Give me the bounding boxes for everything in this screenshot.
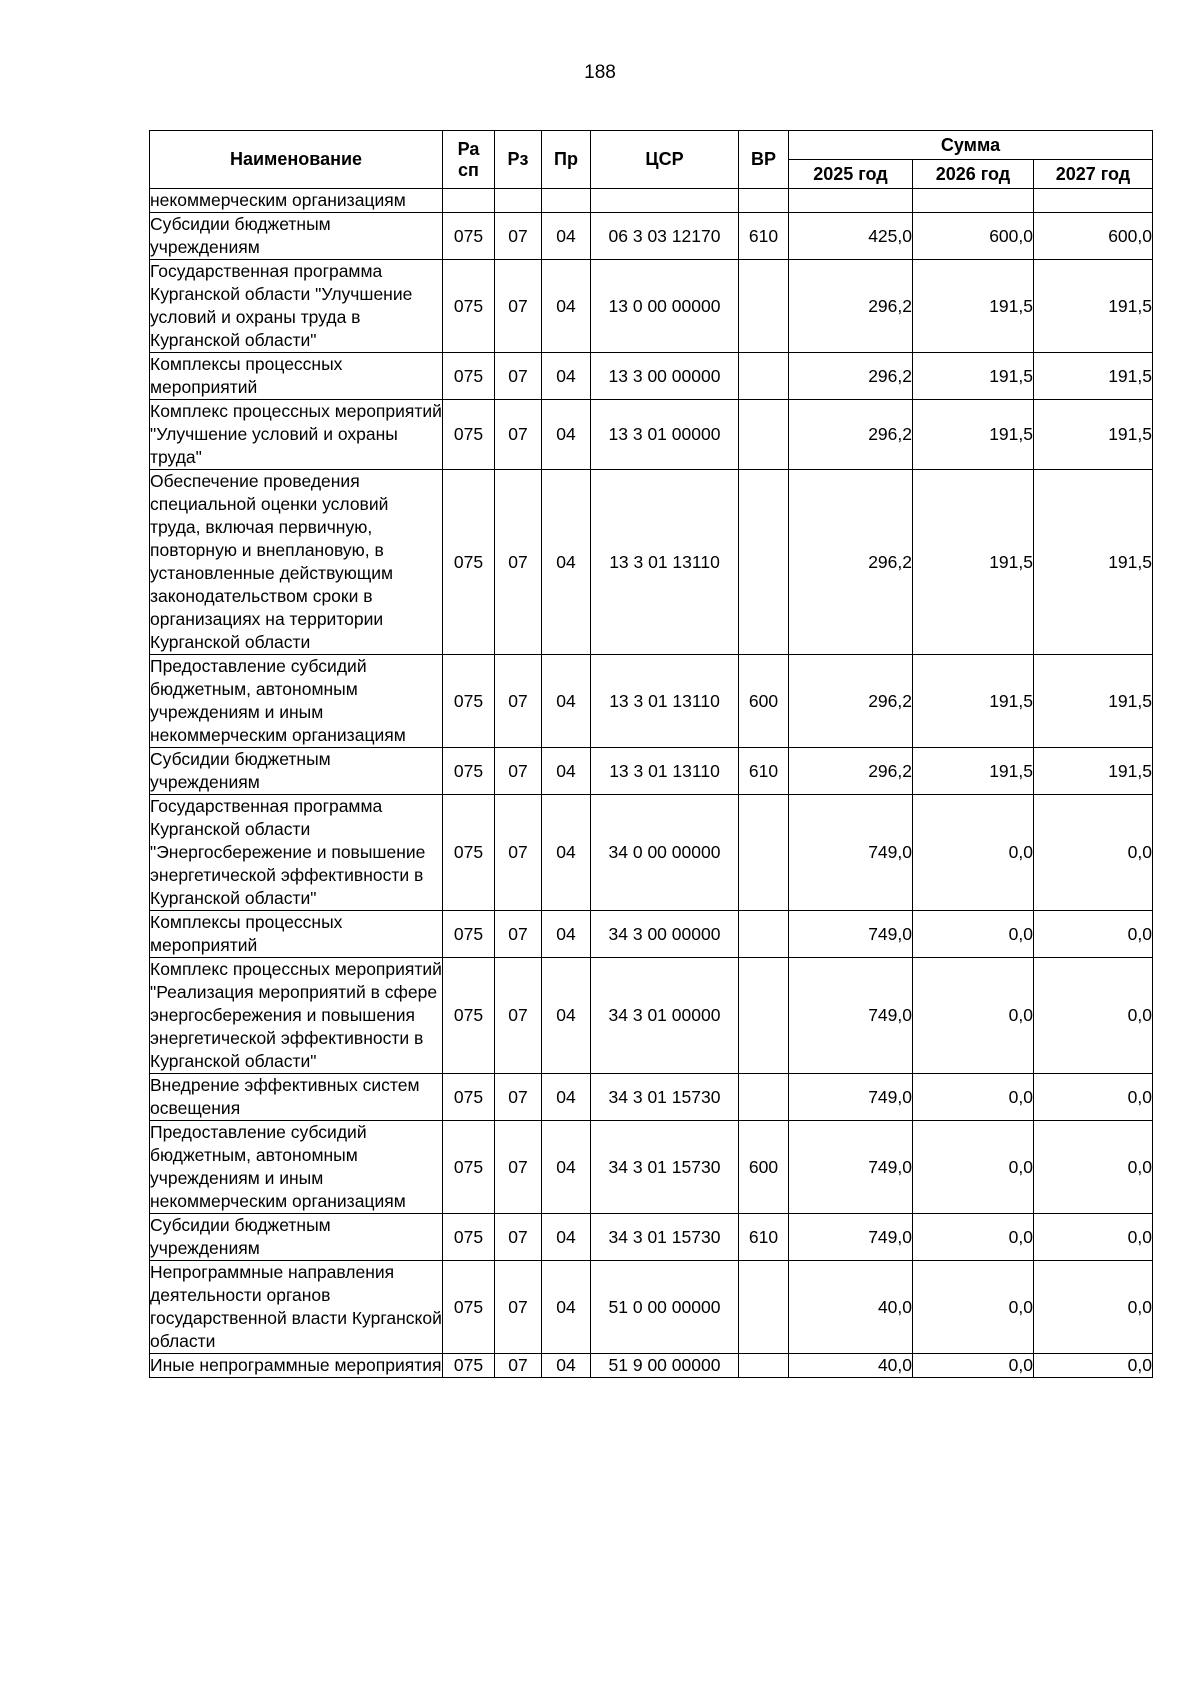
row-csr: 34 3 00 00000 xyxy=(591,911,739,958)
row-rz: 07 xyxy=(495,1074,542,1121)
row-sum-2025: 296,2 xyxy=(789,470,913,655)
header-2027: 2027 год xyxy=(1034,160,1153,189)
row-name: Государственная программа Курганской области "Энергосбережение и повышение энергетической эффективности в Курганской области" xyxy=(150,795,443,911)
row-rz: 07 xyxy=(495,1214,542,1261)
header-sum: Сумма xyxy=(789,131,1153,160)
row-sum-2026: 191,5 xyxy=(913,353,1034,400)
row-sum-2027: 0,0 xyxy=(1034,795,1153,911)
row-vr xyxy=(739,400,789,470)
table-row xyxy=(150,400,1153,470)
row-rz: 07 xyxy=(495,400,542,470)
row-csr: 34 3 01 15730 xyxy=(591,1214,739,1261)
row-vr xyxy=(739,189,789,213)
row-name: Иные непрограммные мероприятия xyxy=(150,1354,443,1378)
row-sum-2027: 0,0 xyxy=(1034,1354,1153,1378)
row-rsp: 075 xyxy=(443,911,495,958)
row-name: Внедрение эффективных систем освещения xyxy=(150,1074,443,1121)
row-sum-2025: 749,0 xyxy=(789,1074,913,1121)
row-sum-2025: 425,0 xyxy=(789,213,913,260)
table-row xyxy=(150,1121,1153,1214)
row-sum-2027 xyxy=(1034,189,1153,213)
table-row xyxy=(150,260,1153,353)
row-csr: 34 3 01 00000 xyxy=(591,958,739,1074)
row-rz: 07 xyxy=(495,748,542,795)
header-rz: Рз xyxy=(495,131,542,189)
row-sum-2027: 0,0 xyxy=(1034,1074,1153,1121)
row-sum-2027: 0,0 xyxy=(1034,1261,1153,1354)
page-number: 188 xyxy=(584,62,616,83)
row-rz: 07 xyxy=(495,353,542,400)
row-sum-2027: 0,0 xyxy=(1034,1214,1153,1261)
row-vr xyxy=(739,470,789,655)
row-vr xyxy=(739,1354,789,1378)
row-rsp: 075 xyxy=(443,748,495,795)
row-pr: 04 xyxy=(542,1214,591,1261)
row-rz: 07 xyxy=(495,911,542,958)
row-rsp: 075 xyxy=(443,1121,495,1214)
row-vr: 610 xyxy=(739,748,789,795)
row-sum-2026 xyxy=(913,189,1034,213)
row-name: Комплексы процессных мероприятий xyxy=(150,353,443,400)
row-vr xyxy=(739,1074,789,1121)
row-name: Комплексы процессных мероприятий xyxy=(150,911,443,958)
row-sum-2026: 191,5 xyxy=(913,655,1034,748)
row-csr: 13 3 00 00000 xyxy=(591,353,739,400)
table-body xyxy=(150,189,1153,1378)
row-csr: 13 3 01 00000 xyxy=(591,400,739,470)
header-2025: 2025 год xyxy=(789,160,913,189)
row-vr xyxy=(739,1261,789,1354)
row-vr: 600 xyxy=(739,1121,789,1214)
row-vr: 610 xyxy=(739,1214,789,1261)
row-rz: 07 xyxy=(495,1261,542,1354)
row-rsp: 075 xyxy=(443,795,495,911)
row-rsp: 075 xyxy=(443,1214,495,1261)
row-sum-2026: 191,5 xyxy=(913,470,1034,655)
row-pr: 04 xyxy=(542,1121,591,1214)
table-row xyxy=(150,958,1153,1074)
row-sum-2026: 191,5 xyxy=(913,400,1034,470)
row-rsp: 075 xyxy=(443,470,495,655)
row-pr: 04 xyxy=(542,1261,591,1354)
table-row xyxy=(150,1214,1153,1261)
row-pr: 04 xyxy=(542,213,591,260)
table-row xyxy=(150,911,1153,958)
row-rz: 07 xyxy=(495,470,542,655)
row-sum-2026: 0,0 xyxy=(913,1121,1034,1214)
row-csr: 34 3 01 15730 xyxy=(591,1121,739,1214)
row-sum-2025 xyxy=(789,189,913,213)
budget-table xyxy=(149,130,1153,1378)
row-sum-2025: 296,2 xyxy=(789,353,913,400)
row-sum-2026: 0,0 xyxy=(913,1074,1034,1121)
row-rz: 07 xyxy=(495,1354,542,1378)
table-row xyxy=(150,1074,1153,1121)
row-sum-2027: 191,5 xyxy=(1034,470,1153,655)
table-row xyxy=(150,748,1153,795)
table-row xyxy=(150,655,1153,748)
row-csr: 13 3 01 13110 xyxy=(591,655,739,748)
row-sum-2025: 749,0 xyxy=(789,795,913,911)
table-row xyxy=(150,795,1153,911)
header-2026: 2026 год xyxy=(913,160,1034,189)
row-sum-2027: 191,5 xyxy=(1034,353,1153,400)
row-name: Комплекс процессных мероприятий "Реализация мероприятий в сфере энергосбережения и повышения энергетической эффективности в Курганской области" xyxy=(150,958,443,1074)
row-vr: 610 xyxy=(739,213,789,260)
row-name: Государственная программа Курганской области "Улучшение условий и охраны труда в Курганской области" xyxy=(150,260,443,353)
row-vr xyxy=(739,911,789,958)
row-sum-2025: 749,0 xyxy=(789,911,913,958)
row-rsp: 075 xyxy=(443,213,495,260)
row-pr: 04 xyxy=(542,1074,591,1121)
row-sum-2026: 0,0 xyxy=(913,1261,1034,1354)
table-row xyxy=(150,213,1153,260)
row-rsp: 075 xyxy=(443,655,495,748)
row-csr: 51 9 00 00000 xyxy=(591,1354,739,1378)
row-vr xyxy=(739,795,789,911)
row-vr xyxy=(739,353,789,400)
row-rsp: 075 xyxy=(443,958,495,1074)
row-sum-2027: 191,5 xyxy=(1034,260,1153,353)
header-csr: ЦСР xyxy=(591,131,739,189)
row-sum-2027: 191,5 xyxy=(1034,748,1153,795)
row-sum-2026: 0,0 xyxy=(913,795,1034,911)
row-rz: 07 xyxy=(495,260,542,353)
row-pr: 04 xyxy=(542,748,591,795)
header-name: Наименование xyxy=(150,131,443,189)
row-sum-2027: 191,5 xyxy=(1034,400,1153,470)
row-sum-2025: 296,2 xyxy=(789,748,913,795)
row-csr: 06 3 03 12170 xyxy=(591,213,739,260)
row-pr: 04 xyxy=(542,260,591,353)
table-row xyxy=(150,470,1153,655)
row-name: Непрограммные направления деятельности органов государственной власти Курганской области xyxy=(150,1261,443,1354)
row-pr xyxy=(542,189,591,213)
row-vr xyxy=(739,260,789,353)
row-sum-2026: 191,5 xyxy=(913,260,1034,353)
row-sum-2025: 749,0 xyxy=(789,1121,913,1214)
row-vr xyxy=(739,958,789,1074)
row-sum-2027: 0,0 xyxy=(1034,911,1153,958)
row-csr: 13 3 01 13110 xyxy=(591,470,739,655)
row-csr: 51 0 00 00000 xyxy=(591,1261,739,1354)
row-sum-2025: 296,2 xyxy=(789,400,913,470)
row-sum-2026: 0,0 xyxy=(913,911,1034,958)
row-csr: 34 0 00 00000 xyxy=(591,795,739,911)
row-rsp: 075 xyxy=(443,353,495,400)
row-rsp: 075 xyxy=(443,400,495,470)
row-rsp: 075 xyxy=(443,260,495,353)
row-pr: 04 xyxy=(542,795,591,911)
row-sum-2025: 40,0 xyxy=(789,1354,913,1378)
row-sum-2025: 749,0 xyxy=(789,1214,913,1261)
row-name: Предоставление субсидий бюджетным, автономным учреждениям и иным некоммерческим организациям xyxy=(150,1121,443,1214)
row-sum-2026: 0,0 xyxy=(913,958,1034,1074)
row-rz: 07 xyxy=(495,655,542,748)
row-name: Предоставление субсидий бюджетным, автономным учреждениям и иным некоммерческим организациям xyxy=(150,655,443,748)
table-row xyxy=(150,1261,1153,1354)
row-sum-2026: 600,0 xyxy=(913,213,1034,260)
row-name: некоммерческим организациям xyxy=(150,189,443,213)
row-rz xyxy=(495,189,542,213)
row-sum-2027: 600,0 xyxy=(1034,213,1153,260)
row-vr: 600 xyxy=(739,655,789,748)
row-rsp: 075 xyxy=(443,1074,495,1121)
row-rz: 07 xyxy=(495,795,542,911)
row-name: Обеспечение проведения специальной оценки условий труда, включая первичную, повторную и внеплановую, в установленные действующим законодательством сроки в организациях на территории Курганской области xyxy=(150,470,443,655)
row-sum-2025: 296,2 xyxy=(789,655,913,748)
row-pr: 04 xyxy=(542,911,591,958)
table-row xyxy=(150,189,1153,213)
row-pr: 04 xyxy=(542,470,591,655)
header-pr: Пр xyxy=(542,131,591,189)
row-csr: 13 0 00 00000 xyxy=(591,260,739,353)
row-rz: 07 xyxy=(495,958,542,1074)
row-sum-2027: 0,0 xyxy=(1034,1121,1153,1214)
row-sum-2026: 191,5 xyxy=(913,748,1034,795)
row-csr: 13 3 01 13110 xyxy=(591,748,739,795)
row-sum-2027: 0,0 xyxy=(1034,958,1153,1074)
row-rz: 07 xyxy=(495,1121,542,1214)
row-sum-2025: 296,2 xyxy=(789,260,913,353)
row-pr: 04 xyxy=(542,353,591,400)
header-rsp: Ра сп xyxy=(443,131,495,189)
row-name: Субсидии бюджетным учреждениям xyxy=(150,1214,443,1261)
row-sum-2026: 0,0 xyxy=(913,1214,1034,1261)
table-row xyxy=(150,1354,1153,1378)
row-sum-2026: 0,0 xyxy=(913,1354,1034,1378)
row-pr: 04 xyxy=(542,655,591,748)
row-name: Комплекс процессных мероприятий "Улучшение условий и охраны труда" xyxy=(150,400,443,470)
row-pr: 04 xyxy=(542,1354,591,1378)
row-rsp: 075 xyxy=(443,1261,495,1354)
row-pr: 04 xyxy=(542,400,591,470)
row-name: Субсидии бюджетным учреждениям xyxy=(150,213,443,260)
row-sum-2027: 191,5 xyxy=(1034,655,1153,748)
row-rsp: 075 xyxy=(443,1354,495,1378)
row-sum-2025: 749,0 xyxy=(789,958,913,1074)
row-csr: 34 3 01 15730 xyxy=(591,1074,739,1121)
header-vr: ВР xyxy=(739,131,789,189)
row-rsp xyxy=(443,189,495,213)
table-row xyxy=(150,353,1153,400)
row-csr xyxy=(591,189,739,213)
row-sum-2025: 40,0 xyxy=(789,1261,913,1354)
row-rz: 07 xyxy=(495,213,542,260)
row-name: Субсидии бюджетным учреждениям xyxy=(150,748,443,795)
row-pr: 04 xyxy=(542,958,591,1074)
